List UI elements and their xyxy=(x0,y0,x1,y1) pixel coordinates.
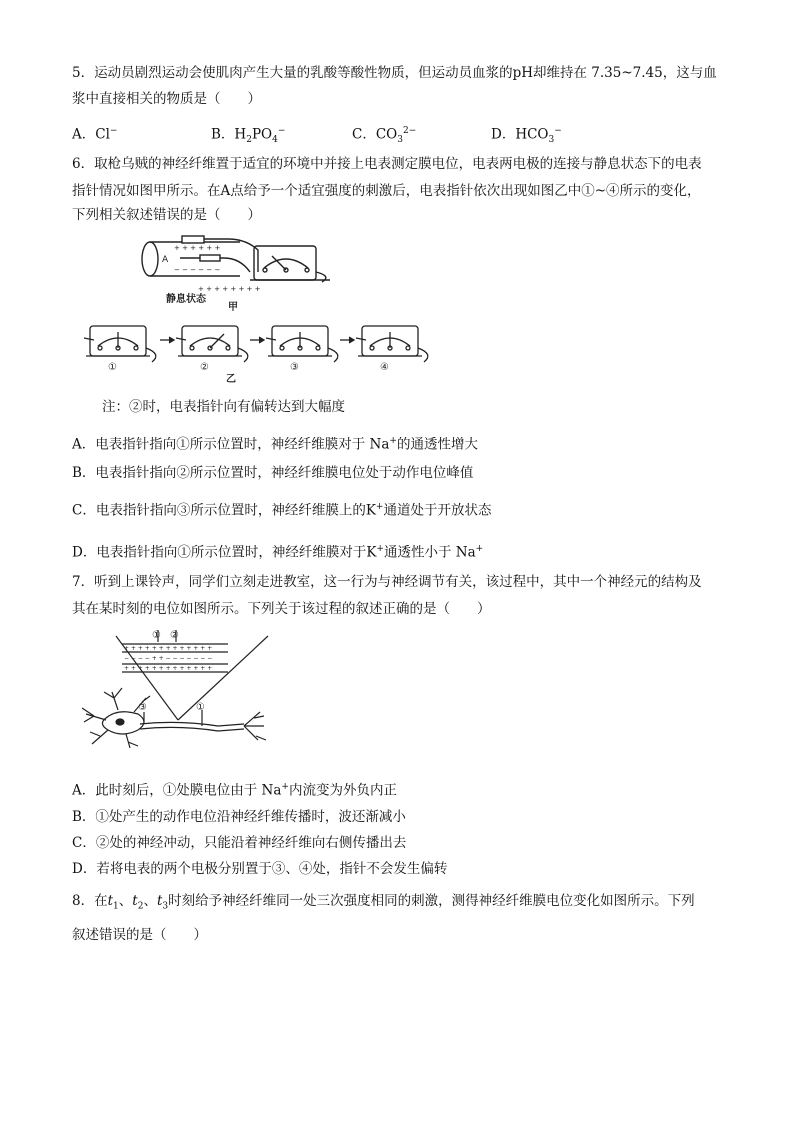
q5-stem-line1: 5．运动员剧烈运动会使肌肉产生大量的乳酸等酸性物质，但运动员血浆的pH却维持在 7.35~7.45，这与血 xyxy=(72,65,717,81)
q5-option-b[interactable]: B．$H_2PO_4^-$ xyxy=(211,126,286,146)
svg-text:+ + + + + + + + + + + + +: + + + + + + + + + + + + + xyxy=(124,645,213,652)
q6-figure-jia xyxy=(136,232,336,312)
q6-step-1: ① xyxy=(108,362,117,373)
q6-caption-jia: 甲 xyxy=(228,302,238,313)
q6-option-d[interactable]: D．电表指针指向①所示位置时，神经纤维膜对于K+通透性小于 Na+ xyxy=(72,544,484,561)
q6-stem-line1: 6．取枪乌贼的神经纤维置于适宜的环境中并接上电表测定膜电位，电表两电极的连接与静息状态下的电表 xyxy=(72,156,702,172)
svg-text:− − − − + + − − − − − − −: − − − − + + − − − − − − − xyxy=(124,655,213,662)
q6-stem-line3: 下列相关叙述错误的是（ ） xyxy=(72,207,261,223)
q6-option-c[interactable]: C．电表指针指向③所示位置时，神经纤维膜上的K+通道处于开放状态 xyxy=(72,502,492,519)
q8-stem-line1: 8．在$t_1$、$t_2$、$t_3$时刻给予神经纤维同一处三次强度相同的刺激，测得神经纤维膜电位变化如图所示。下列 xyxy=(72,893,695,912)
q8-stem-line2: 叙述错误的是（ ） xyxy=(72,927,207,943)
svg-text:− − − − − −: − − − − − − xyxy=(174,266,221,274)
q7-option-d[interactable]: D．若将电表的两个电极分别置于③、④处，指针不会发生偏转 xyxy=(72,861,448,877)
q6-figure-yi xyxy=(80,320,440,384)
q5-stem-line2: 浆中直接相关的物质是（ ） xyxy=(72,91,261,107)
svg-text:+ + + + + + + + + + + + +: + + + + + + + + + + + + + xyxy=(124,665,213,672)
q5-option-a[interactable]: A．Cl− xyxy=(72,126,118,143)
q6-option-b[interactable]: B．电表指针指向②所示位置时，神经纤维膜电位处于动作电位峰值 xyxy=(72,465,474,481)
q7-neuron-figure xyxy=(78,626,268,756)
q7-stem-line2: 其在某时刻的电位如图所示。下列关于该过程的叙述正确的是（ ） xyxy=(72,601,491,617)
q6-step-4: ④ xyxy=(380,362,389,373)
q7-marker-4: ① xyxy=(196,702,205,713)
q6-step-2: ② xyxy=(200,362,209,373)
q7-option-b[interactable]: B．①处产生的动作电位沿神经纤维传播时，波还渐减小 xyxy=(72,809,406,825)
svg-text:+ + + + + + + +: + + + + + + + + xyxy=(198,285,261,293)
q6-option-a[interactable]: A．电表指针指向①所示位置时，神经纤维膜对于 Na+的通透性增大 xyxy=(72,436,478,453)
q7-option-c[interactable]: C．②处的神经冲动，只能沿着神经纤维向右侧传播出去 xyxy=(72,835,407,851)
q7-marker-3: ③ xyxy=(138,702,147,713)
q6-step-3: ③ xyxy=(290,362,299,373)
q6-state-label: 静息状态 xyxy=(166,294,206,305)
q7-marker-2: ② xyxy=(170,630,179,641)
q5-option-c[interactable]: C．$CO_3^{2-}$ xyxy=(352,126,417,146)
q6-point-a: A xyxy=(162,255,169,265)
q7-marker-1: ① xyxy=(152,630,161,641)
svg-text:+ + + + + +: + + + + + + xyxy=(174,244,221,252)
q6-stem-line2: 指针情况如图甲所示。在A点给予一个适宜强度的刺激后，电表指针依次出现如图乙中①~④所示的变化， xyxy=(72,183,701,199)
q7-option-a[interactable]: A．此时刻后，①处膜电位由于 Na+内流变为外负内正 xyxy=(72,782,397,799)
q5-option-d[interactable]: D．$HCO_3^-$ xyxy=(491,126,562,146)
q6-caption-yi: 乙 xyxy=(226,374,236,385)
q6-note: 注：②时，电表指针向有偏转达到大幅度 xyxy=(102,399,345,415)
q7-stem-line1: 7．听到上课铃声，同学们立刻走进教室，这一行为与神经调节有关，该过程中，其中一个神经元的结构及 xyxy=(72,574,702,590)
